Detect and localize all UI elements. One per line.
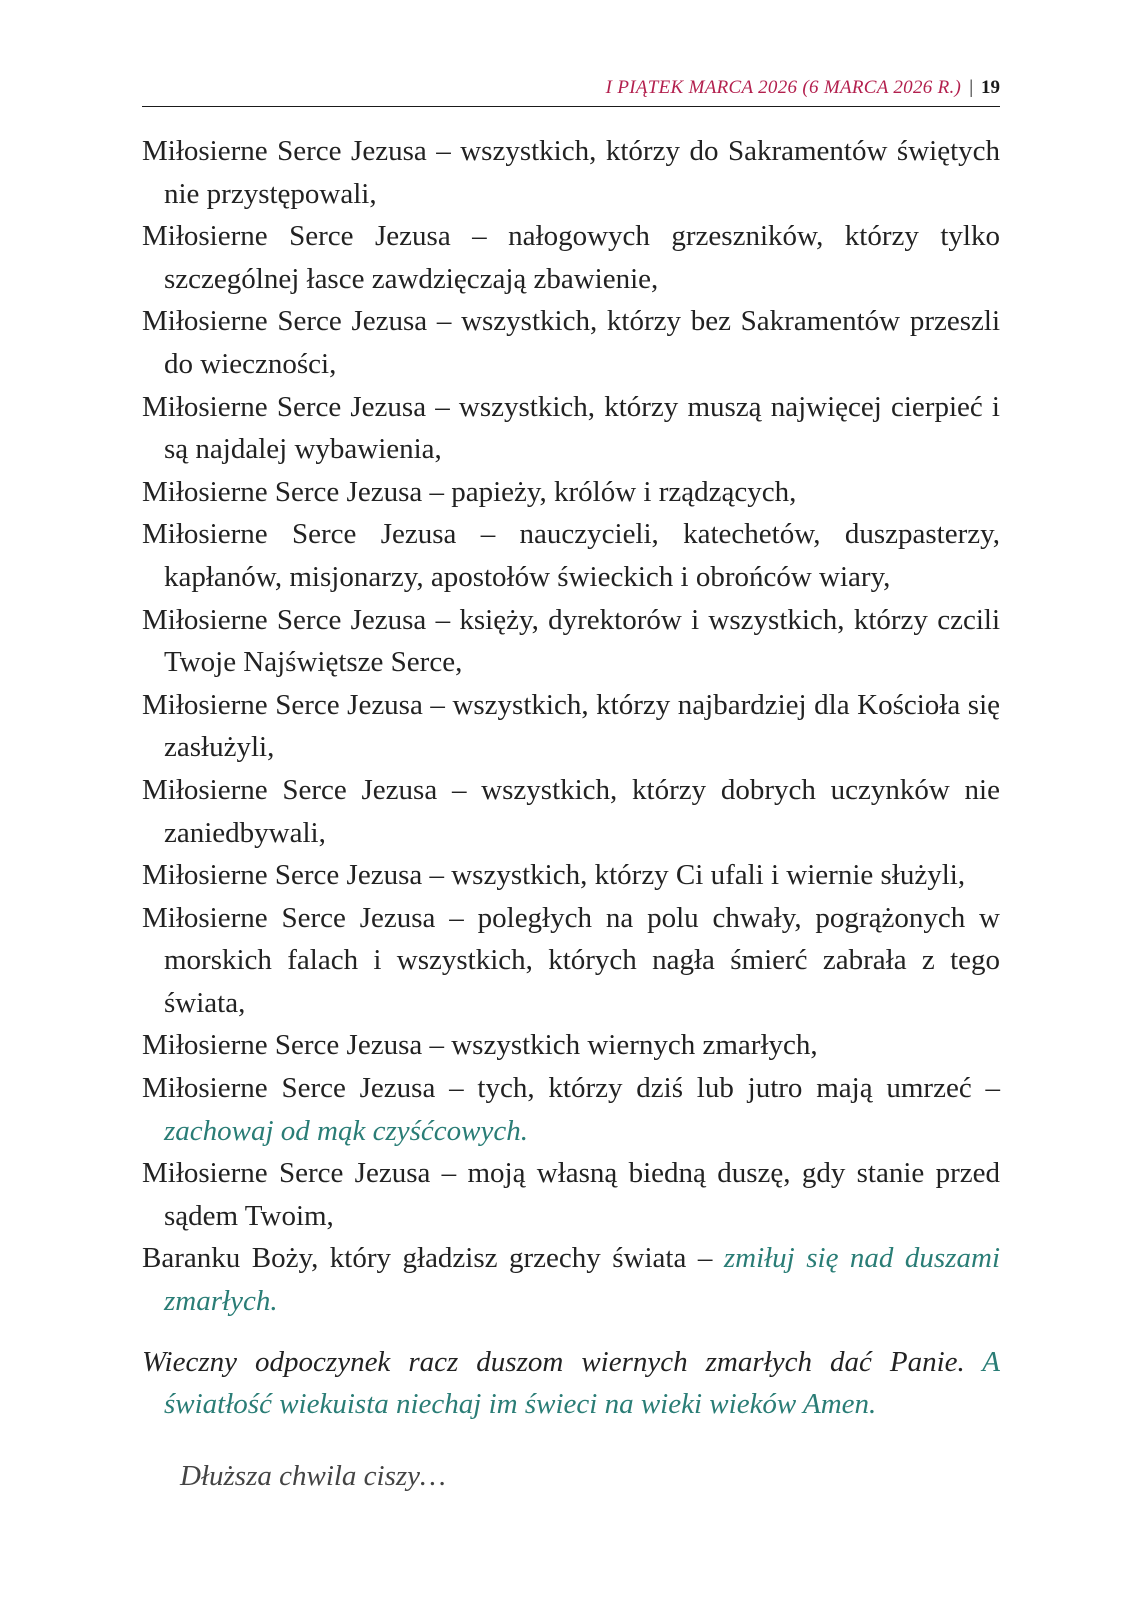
litany-body bbox=[142, 130, 1000, 1526]
running-header bbox=[142, 72, 1000, 107]
invocation: Miłosierne Serce Jezusa – moją własną biedną duszę, gdy stanie przed sądem Twoim, bbox=[142, 1157, 1000, 1232]
invocation: Miłosierne Serce Jezusa – wszystkich, którzy Ci ufali i wiernie służyli, bbox=[142, 859, 966, 892]
invocation: Baranku Boży, który gładzisz grzechy świata – zmiłuj się nad duszami zmarłych. bbox=[142, 1242, 1000, 1318]
invocation: Miłosierne Serce Jezusa – papieży, królów i rządzących, bbox=[142, 475, 797, 508]
header-content bbox=[606, 76, 1000, 100]
silence-note: Dłuższa chwila ciszy… bbox=[180, 1459, 446, 1492]
eternal-rest-prayer bbox=[142, 1341, 1000, 1426]
prayer-response: A światłość wiekuista niechaj im świeci na wieki wieków Amen. bbox=[164, 1345, 1000, 1421]
response-text: zachowaj od mąk czyśćcowych. bbox=[164, 1114, 529, 1147]
invocation: Miłosierne Serce Jezusa – wszystkich, którzy muszą najwięcej cierpieć i są najdalej wybawienia, bbox=[142, 390, 1000, 466]
invocation: Miłosierne Serce Jezusa – wszystkich wiernych zmarłych, bbox=[142, 1029, 818, 1062]
invocation: Miłosierne Serce Jezusa – wszystkich, którzy dobrych uczynków nie zaniedbywali, bbox=[142, 773, 1000, 849]
page-number: 19 bbox=[981, 77, 1000, 98]
invocation: Miłosierne Serce Jezusa – tych, którzy dziś lub jutro mają umrzeć – zachowaj od mąk czyśćcowych. bbox=[142, 1072, 1000, 1147]
response-text: zmiłuj się nad duszami zmarłych. bbox=[164, 1242, 1000, 1318]
invocation: Miłosierne Serce Jezusa – nałogowych grzeszników, którzy tylko szczególnej łasce zawdzięczają zbawienie, bbox=[142, 220, 1000, 295]
prayer-text: Wieczny odpoczynek racz duszom wiernych zmarłych dać Panie. bbox=[142, 1345, 965, 1378]
invocation: Miłosierne Serce Jezusa – wszystkich, którzy do Sakramentów świętych nie przystępowali, bbox=[142, 135, 1000, 210]
running-title: I PIĄTEK MARCA 2026 (6 MARCA 2026 R.) bbox=[605, 77, 962, 98]
header-separator: | bbox=[969, 77, 973, 98]
invocation: Miłosierne Serce Jezusa – nauczycieli, katechetów, duszpasterzy, kapłanów, misjonarzy, apostołów świeckich i obrońców wiary, bbox=[142, 518, 1000, 593]
invocation: Miłosierne Serce Jezusa – poległych na polu chwały, pogrążonych w morskich falach i wszystkich, których nagła śmierć zabrała z tego świata, bbox=[142, 901, 1000, 1019]
invocation: Miłosierne Serce Jezusa – wszystkich, którzy bez Sakramentów przeszli do wieczności, bbox=[142, 305, 1000, 380]
invocation: Miłosierne Serce Jezusa – księży, dyrektorów i wszystkich, którzy czcili Twoje Najświętsze Serce, bbox=[142, 603, 1000, 679]
invocation: Miłosierne Serce Jezusa – wszystkich, którzy najbardziej dla Kościoła się zasłużyli, bbox=[142, 688, 1000, 764]
